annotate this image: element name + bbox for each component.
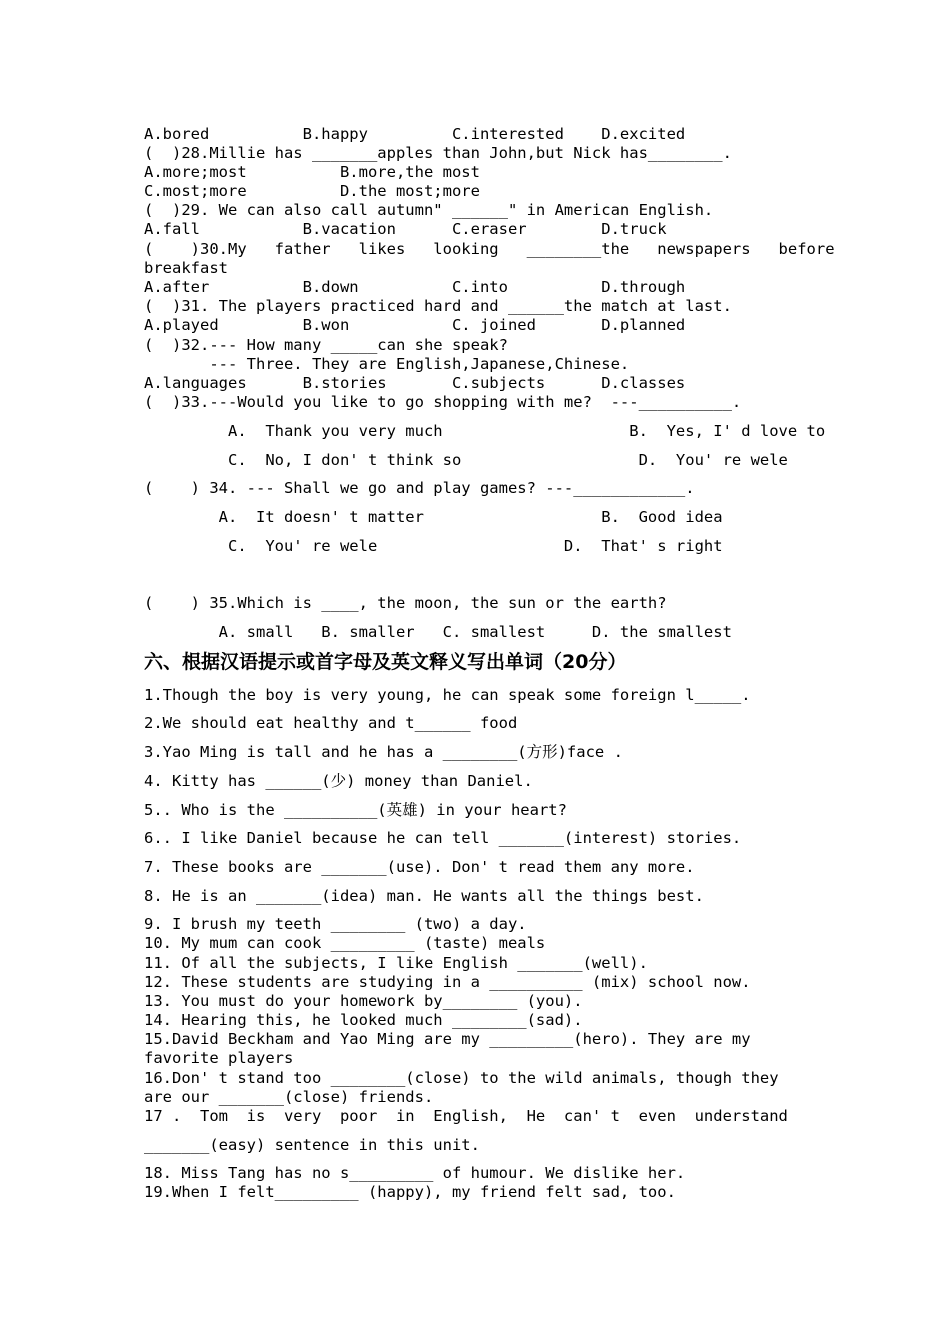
q31-options: A.played B.won C. joined D.planned [144,316,686,334]
fill-item-17-cont: _______(easy) sentence in this unit. [144,1136,480,1154]
fill-item-6: 6.. I like Daniel because he can tell _______(interest) stories. [144,829,742,847]
fill-item-14: 14. Hearing this, he looked much ________(sad). [144,1011,583,1029]
q28-options-cd: C.most;more D.the most;more [144,182,480,200]
q33-question: ( )33.---Would you like to go shopping with me? ---__________. [144,393,742,411]
q30-question: ( )30.My father likes looking ________the newspapers before [144,240,835,258]
fill-item-19: 19.When I felt_________ (happy), my friend felt sad, too. [144,1183,676,1201]
fill-item-10: 10. My mum can cook _________ (taste) meals [144,934,546,952]
fill-item-8: 8. He is an _______(idea) man. He wants all the things best. [144,887,704,905]
fill-item-4: 4. Kitty has ______(少) money than Daniel. [144,772,533,790]
q33-options-cd: C. No, I don' t think so D. You' re wele [144,451,788,469]
q29-options: A.fall B.vacation C.eraser D.truck [144,220,667,238]
fill-item-7: 7. These books are _______(use). Don' t read them any more. [144,858,695,876]
q35-options: A. small B. smaller C. smallest D. the smallest [144,623,732,641]
q32-answer-line: --- Three. They are English,Japanese,Chinese. [144,355,630,373]
fill-item-3: 3.Yao Ming is tall and he has a ________(方形)face . [144,743,623,761]
fill-item-15-cont: favorite players [144,1049,294,1067]
q31-question: ( )31. The players practiced hard and ______the match at last. [144,297,732,315]
fill-item-1: 1.Though the boy is very young, he can speak some foreign l_____. [144,686,751,704]
q28-question: ( )28.Millie has _______apples than John,but Nick has________. [144,144,732,162]
q34-question: ( ) 34. --- Shall we go and play games? ---____________. [144,479,695,497]
q30-question-cont: breakfast [144,259,228,277]
q34-options-cd: C. You' re wele D. That' s right [144,537,723,555]
section-heading: 六、根据汉语提示或首字母及英文释义写出单词（20分） [144,651,627,673]
fill-item-16: 16.Don' t stand too ________(close) to the wild animals, though they [144,1069,779,1087]
fill-item-9: 9. I brush my teeth ________ (two) a day. [144,915,527,933]
fill-item-16-cont: are our _______(close) friends. [144,1088,434,1106]
fill-item-12: 12. These students are studying in a __________ (mix) school now. [144,973,751,991]
fill-item-18: 18. Miss Tang has no s_________ of humour. We dislike her. [144,1164,686,1182]
q29-question: ( )29. We can also call autumn" ______" in American English. [144,201,714,219]
q34-options-ab: A. It doesn' t matter B. Good idea [144,508,723,526]
q33-options-ab: A. Thank you very much B. Yes, I' d love to [144,422,826,440]
fill-item-2: 2.We should eat healthy and t______ food [144,714,518,732]
fill-item-11: 11. Of all the subjects, I like English _______(well). [144,954,648,972]
q28-options-ab: A.more;most B.more,the most [144,163,480,181]
fill-item-5: 5.. Who is the __________(英雄) in your heart? [144,801,567,819]
fill-item-17: 17 . Tom is very poor in English, He can' t even understand [144,1107,788,1125]
fill-item-15: 15.David Beckham and Yao Ming are my _________(hero). They are my [144,1030,751,1048]
fill-item-13: 13. You must do your homework by________ (you). [144,992,583,1010]
q32-question: ( )32.--- How many _____can she speak? [144,336,508,354]
q30-options: A.after B.down C.into D.through [144,278,686,296]
q35-question: ( ) 35.Which is ____, the moon, the sun or the earth? [144,594,667,612]
q27-options: A.bored B.happy C.interested D.excited [144,125,686,143]
q32-options: A.languages B.stories C.subjects D.classes [144,374,686,392]
